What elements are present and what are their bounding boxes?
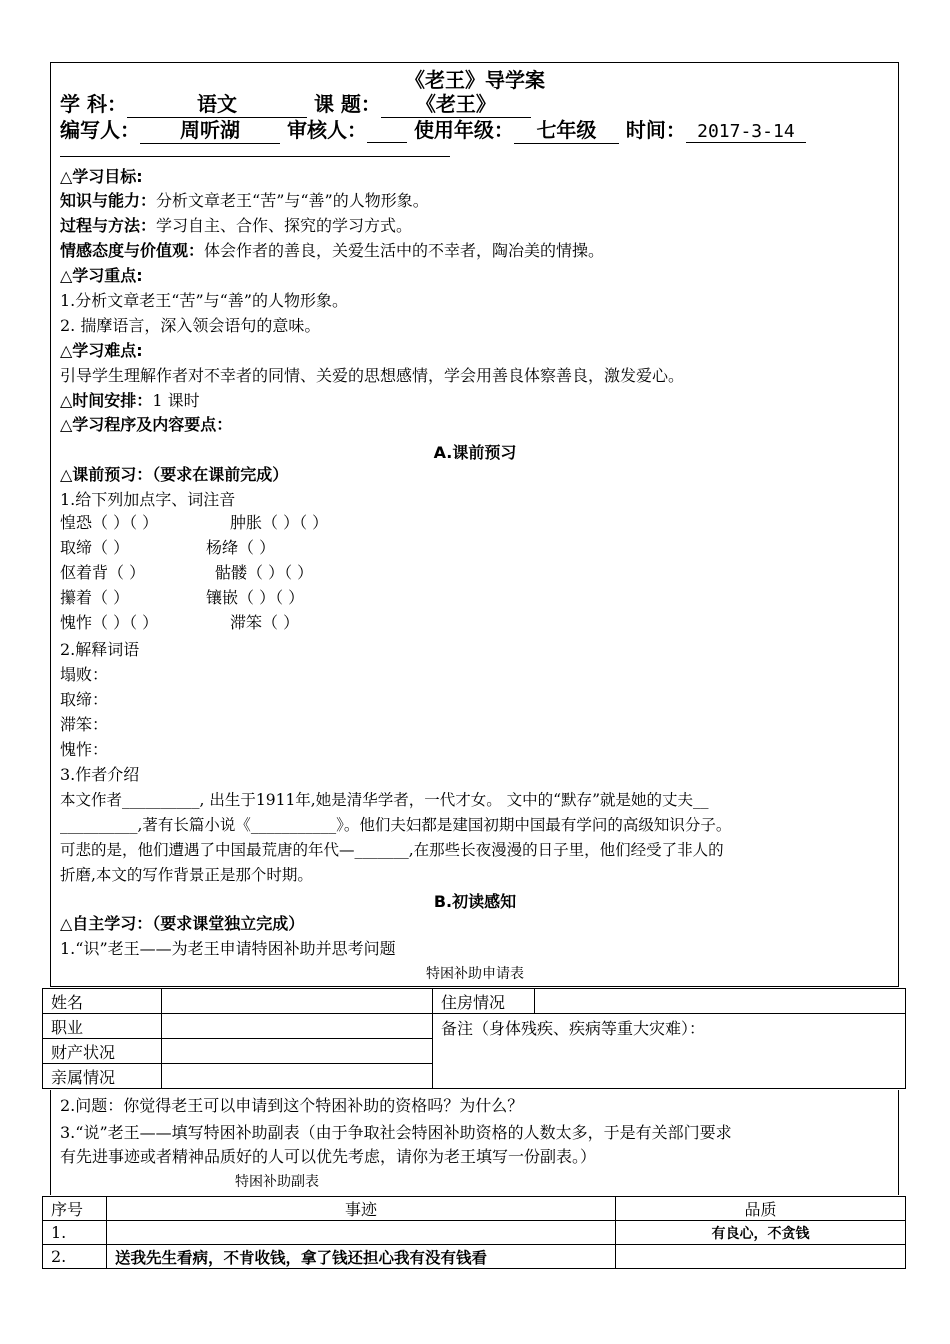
word-item: 塌败： (60, 665, 109, 684)
pinyin-row: 伛着背（ ） (60, 563, 146, 582)
table2-title: 特困补助副表 (235, 1174, 319, 1190)
difficulty-heading: △学习难点: (60, 341, 143, 360)
supplement-table (42, 1196, 906, 1269)
preview-q3: 3.作者介绍 (60, 765, 140, 784)
preview-heading: △课前预习：（要求在课前完成） (60, 465, 289, 484)
intro-line-1: 本文作者__________, 出生于1911年,她是清华学者，一代才女。 文中的“默存”就是她的丈夫__ (60, 791, 709, 809)
header-row-2 (60, 114, 806, 144)
topic-value: 《老王》 (381, 88, 531, 118)
pinyin-row: 骷髅（ ）（ ） (215, 563, 314, 582)
section-a-title: A.课前预习 (433, 443, 517, 462)
cell-housing-label: 住房情况 (433, 989, 535, 1014)
cell-property-value[interactable] (162, 1039, 433, 1064)
row2-quality[interactable] (616, 1245, 906, 1269)
goal-process: 过程与方法：学习自主、合作、探究的学习方式。 (60, 216, 413, 235)
col-deed: 事迹 (107, 1197, 616, 1221)
cell-housing-value[interactable] (535, 989, 906, 1014)
cell-relatives-label: 亲属情况 (43, 1064, 162, 1089)
procedure-heading: △学习程序及内容要点： (60, 415, 233, 434)
cell-remark[interactable]: 备注（身体残疾、疾病等重大灾难）： (433, 1014, 906, 1089)
self-study-q3b: 有先进事迹或者精神品质好的人可以优先考虑，请你为老王填写一份副表。） (60, 1147, 597, 1166)
intro-line-3: 可悲的是，他们遭遇了中国最荒唐的年代—_______,在那些长夜漫漫的日子里，他们经受了非人的 (60, 841, 724, 859)
pinyin-row: 杨绛（ ） (206, 538, 276, 557)
col-quality: 品质 (616, 1197, 906, 1221)
pinyin-row: 滞笨（ ） (230, 613, 300, 632)
row2-number: 2. (43, 1245, 107, 1269)
intro-line-2: __________,著有长篇小说《___________》。他们夫妇都是建国初期中国最有学问的高级知识分子。 (60, 816, 732, 834)
subject-value: 语文 (127, 88, 307, 118)
topic-label: 课 题： (313, 92, 381, 116)
row2-deed[interactable]: 送我先生看病，不肯收钱，拿了钱还担心我有没有钱看 (107, 1245, 616, 1269)
word-item: 滞笨： (60, 715, 109, 734)
row1-deed[interactable] (107, 1221, 616, 1245)
word-item: 取缔： (60, 690, 109, 709)
goal-emotion: 情感态度与价值观：体会作者的善良，关爱生活中的不幸者，陶冶美的情操。 (60, 241, 605, 260)
cell-property-label: 财产状况 (43, 1039, 162, 1064)
cell-job-label: 职业 (43, 1014, 162, 1039)
header-rule (60, 156, 450, 157)
time-value: 2017-3-14 (686, 121, 806, 143)
focus-item-1: 1.分析文章老王“苦”与“善”的人物形象。 (60, 291, 348, 310)
section-b-title: B.初读感知 (433, 892, 517, 911)
goals-heading: △学习目标: (60, 167, 143, 186)
author-value: 周听湖 (140, 114, 280, 144)
row1-quality[interactable]: 有良心，不贪钱 (616, 1221, 906, 1245)
cell-relatives-value[interactable] (162, 1064, 433, 1089)
pinyin-row: 取缔（ ） (60, 538, 130, 557)
row1-number: 1. (43, 1221, 107, 1245)
time-label: 时间： (625, 118, 686, 142)
author-label: 编写人： (60, 118, 140, 142)
pinyin-row: 攥着（ ） (60, 588, 130, 607)
table1-title: 特困补助申请表 (426, 966, 524, 982)
preview-q1: 1.给下列加点字、词注音 (60, 490, 236, 509)
pinyin-row: 肿胀（ ）（ ） (230, 513, 329, 532)
word-item: 愧怍： (60, 740, 109, 759)
col-number: 序号 (43, 1197, 107, 1221)
grade-label: 使用年级： (413, 118, 514, 142)
focus-heading: △学习重点: (60, 266, 143, 285)
cell-name-label: 姓名 (43, 989, 162, 1014)
cell-name-value[interactable] (162, 989, 433, 1014)
cell-job-value[interactable] (162, 1014, 433, 1039)
reviewer-label: 审核人： (286, 118, 367, 142)
self-study-q1: 1.“识”老王——为老王申请特困补助并思考问题 (60, 939, 396, 958)
grade-value: 七年级 (514, 114, 619, 144)
self-study-q3a: 3.“说”老王——填写特困补助副表（由于争取社会特困补助资格的人数太多，于是有关部门要求 (60, 1123, 732, 1142)
reviewer-value (367, 118, 407, 143)
subject-label: 学 科： (60, 92, 127, 116)
application-table (42, 988, 906, 1089)
preview-q2: 2.解释词语 (60, 640, 140, 659)
focus-item-2: 2. 揣摩语言，深入领会语句的意味。 (60, 316, 321, 335)
goal-knowledge: 知识与能力：分析文章老王“苦”与“善”的人物形象。 (60, 191, 429, 210)
self-study-heading: △自主学习：（要求课堂独立完成） (60, 914, 305, 933)
page-title: 《老王》导学案 (405, 68, 545, 92)
difficulty-text: 引导学生理解作者对不幸者的同情、关爱的思想感情，学会用善良体察善良，激发爱心。 (60, 366, 685, 385)
self-study-q2: 2.问题：你觉得老王可以申请到这个特困补助的资格吗？为什么？ (60, 1096, 524, 1115)
pinyin-row: 镶嵌（ ）（ ） (206, 588, 305, 607)
pinyin-row: 惶恐（ ）（ ） (60, 513, 159, 532)
schedule: △时间安排：1 课时 (60, 391, 200, 410)
intro-line-4: 折磨,本文的写作背景正是那个时期。 (60, 866, 313, 884)
pinyin-row: 愧怍（ ）（ ） (60, 613, 159, 632)
